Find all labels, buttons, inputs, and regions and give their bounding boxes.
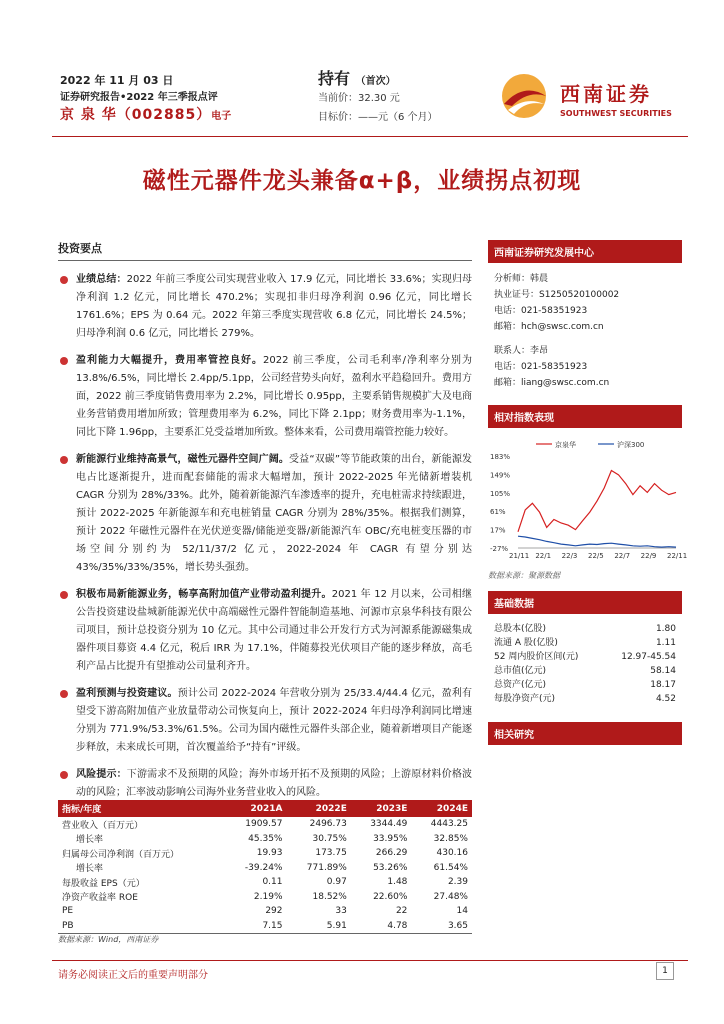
analyst-email[interactable]: 邮箱：hch@swsc.com.cn: [494, 322, 604, 332]
contact-email[interactable]: 邮箱：liang@swsc.com.cn: [494, 378, 610, 388]
point-lead: 新能源行业维持高景气，磁性元器件空间广阔。: [76, 454, 290, 465]
summary-point: [58, 451, 472, 577]
basic-value: 58.14: [650, 666, 676, 676]
sidebar: [488, 240, 688, 753]
basic-data-row: [488, 622, 682, 636]
row-label: 增长率: [76, 835, 104, 846]
point-text: 2022 年前三季度公司实现营业收入 17.9 亿元，同比增长 33.6%；实现归母净利润 1.2 亿元，同比增长 470.2%；实现扣非归母净利润 0.96 亿元，同比增长 1761.6%；EPS 为 0.64 元。2022 年第三季度实现营收 6.8 亿元，同比增长 24.5%；归母净利润 0.6 亿元，同比增长 279%。: [76, 274, 472, 339]
table-cell: 2496.73: [309, 819, 347, 830]
basic-label: 总市值(亿元): [494, 666, 547, 676]
table-cell: 3344.49: [370, 819, 408, 830]
report-type: 证券研究报告•2022 年三季报点评: [60, 92, 218, 103]
logo-english-name: SOUTHWEST SECURITIES: [560, 109, 672, 118]
row-label: PB: [58, 919, 225, 934]
table-cell: 33: [335, 906, 347, 917]
table-cell: 430.16: [436, 848, 468, 859]
research-team-heading: 西南证券研究发展中心: [488, 240, 682, 263]
summary-point: [58, 271, 472, 343]
basic-data-row: [488, 678, 682, 692]
relative-index-chart: [488, 436, 688, 566]
table-cell: 771.89%: [306, 862, 347, 873]
y-tick-label: -27%: [490, 545, 509, 553]
logo-name: 西南证券: [560, 82, 652, 106]
table-header-row: [58, 800, 472, 817]
page-number: 1: [656, 962, 674, 980]
company-name: [60, 104, 231, 124]
summary-point: [58, 586, 472, 676]
table-cell: 53.26%: [373, 862, 408, 873]
table-row: [58, 861, 472, 876]
y-tick-label: 149%: [490, 471, 511, 480]
basic-label: 总股本(亿股): [494, 624, 547, 634]
company-label: 京 泉 华（002885）: [60, 107, 212, 123]
bullet-icon: [60, 591, 68, 599]
rating: [318, 66, 396, 89]
table-cell: 32.85%: [433, 833, 468, 844]
basic-label: 52 周内股价区间(元): [494, 652, 579, 662]
table-cell: 5.91: [287, 919, 351, 934]
basic-value: 18.17: [650, 680, 676, 690]
contact-phone: 电话：021-58351923: [494, 362, 588, 372]
table-cell: 45.35%: [248, 833, 283, 844]
footer-divider: [52, 960, 688, 961]
table-cell: 7.15: [225, 919, 286, 934]
bullet-icon: [60, 456, 68, 464]
y-tick-label: 61%: [490, 508, 506, 517]
table-cell: 0.97: [326, 877, 347, 888]
summary-point: [58, 685, 472, 757]
row-label: 增长率: [76, 864, 104, 875]
point-lead: 风险提示：: [76, 769, 127, 780]
table-cell: 22: [395, 906, 408, 917]
basic-data-table: [488, 622, 682, 706]
table-cell: 0.11: [262, 877, 283, 888]
basic-value: 12.97-45.54: [621, 652, 676, 662]
table-row: [58, 832, 472, 847]
basic-label: 总资产(亿元): [494, 680, 547, 690]
x-tick-label: 21/11: [509, 552, 530, 560]
header-divider: [52, 136, 688, 137]
basic-label: 每股净资产(元): [494, 694, 556, 704]
row-label: 每股收益 EPS（元）: [62, 878, 145, 889]
col-header: 2023E: [351, 800, 412, 817]
row-label: 营业收入（百万元）: [62, 820, 144, 831]
series-line-stock: [518, 471, 676, 532]
table-cell: 266.29: [375, 848, 408, 859]
basic-value: 4.52: [655, 694, 676, 704]
point-text: 下游需求不及预期的风险；海外市场开拓不及预期的风险；上游原材料价格波动的风险；汇率波动影响公司海外业务营业收入的风险。: [76, 769, 473, 798]
table-cell: 18.52%: [312, 891, 347, 902]
legend-label: 京泉华: [555, 441, 576, 449]
table-cell: 1.48: [387, 877, 408, 888]
basic-value: 1.80: [655, 624, 676, 634]
point-text: 受益“双碳”等节能政策的出台，新能源发电占比逐渐提升，进而配套储能的需求大幅增加，预计 2022-2025 年光储新增装机 CAGR 分别为 28%/33%。此外，随着新能源汽车渗透率的提升，充电桩需求持续跟进，预计 2022-2025 年新能源车和充电桩销量 CAGR 分别为 28%/35%。根据我们测算，预计 2022 年磁性元器件在光伏逆变器/储能逆变器/新能源汽车 OBC/充电桩变压器的市场空间分别约为 52/11/37/2 亿元，2022-2024 年 CAGR 有望分别达 43%/35%/33%/35%，增长势头强劲。: [76, 454, 472, 573]
x-tick-label: 22/11: [667, 552, 688, 560]
bullet-icon: [60, 771, 68, 779]
y-tick-label: 17%: [490, 526, 506, 535]
x-tick-label: 22/3: [561, 552, 578, 560]
related-research-heading: 相关研究: [488, 722, 682, 745]
y-tick-label: 183%: [490, 453, 511, 461]
analyst-phone: 电话：021-58351923: [494, 306, 588, 316]
col-header: 2022E: [287, 800, 351, 817]
point-lead: 盈利能力大幅提升，费用率管控良好。: [76, 355, 263, 366]
table-row: [58, 846, 472, 861]
table-row: [58, 875, 472, 890]
point-text: 预计公司 2022-2024 年营收分别为 25/33.4/44.4 亿元，盈利有望受下游高附加值产业放量带动公司恢复向上，预计 2022-2024 年归母净利润同比增速分别为 771.9%/53.3%/61.5%。公司为国内磁性元器件头部企业，随着新增项目产能逐步释放，未来成长可期，首次覆盖给予“持有”评级。: [76, 688, 473, 753]
target-price: 目标价：——元（6 个月）: [318, 112, 438, 123]
basic-data-row: [488, 650, 682, 664]
table-cell: 27.48%: [433, 891, 468, 902]
bullet-icon: [60, 690, 68, 698]
basic-data-row: [488, 664, 682, 678]
table-cell: 19.93: [256, 848, 283, 859]
row-label: 净资产收益率 ROE: [62, 893, 138, 904]
table-cell: 30.75%: [312, 833, 347, 844]
x-tick-label: 22/9: [640, 552, 657, 560]
summary-point: [58, 766, 472, 802]
point-lead: 积极布局新能源业务，畅享高附加值产业带动盈利提升。: [76, 589, 332, 600]
chart-svg: [488, 436, 688, 566]
point-lead: 盈利预测与投资建议。: [76, 688, 178, 699]
current-price: 当前价：32.30 元: [318, 93, 400, 104]
basic-label: 流通 A 股(亿股): [494, 638, 558, 648]
table-cell: 3.65: [411, 919, 472, 934]
point-text: 2021 年 12 月以来，公司相继公告投资建设盐城新能源光伏中高端磁性元器件智能制造基地、河源市京泉华科技有限公司项目，预计总投资分别为 10 亿元。其中公司通过非公开发行方式为河源系能源磁集成器件项目募资 4.4 亿元，税后 IRR 为 17.1%，伴随募投光伏项目产能的逐步释放，高毛利产品占比提升有望推动公司量利齐升。: [76, 589, 473, 672]
basic-data-row: [488, 636, 682, 650]
financial-forecast-table: [58, 800, 472, 934]
point-lead: 业绩总结：: [76, 274, 127, 285]
table-row: [58, 919, 472, 934]
legend-label: 沪深300: [617, 441, 645, 449]
col-header: 指标/年度: [58, 800, 225, 817]
table-cell: 22.60%: [373, 891, 408, 902]
col-header: 2024E: [411, 800, 472, 817]
table-cell: 61.54%: [433, 862, 468, 873]
table-cell: 173.75: [315, 848, 347, 859]
table-source: 数据来源：Wind，西南证券: [58, 935, 159, 944]
table-cell: 33.95%: [373, 833, 408, 844]
contact-name: 联系人：李昂: [494, 346, 549, 356]
report-date: 2022 年 11 月 03 日: [60, 74, 174, 87]
table-cell: -39.24%: [244, 862, 283, 873]
industry-label: 电子: [211, 111, 232, 122]
index-chart-heading: 相对指数表现: [488, 405, 682, 428]
basic-data-heading: 基础数据: [488, 591, 682, 614]
analyst-info: [488, 271, 682, 391]
summary-heading: 投资要点: [58, 240, 472, 261]
summary-point: [58, 352, 472, 442]
analyst-name: 分析师：韩晨: [494, 274, 549, 284]
analyst-license: 执业证号：S1250520100002: [494, 290, 620, 300]
footer-notice: 请务必阅读正文后的重要声明部分: [58, 970, 208, 981]
series-line-index: [518, 536, 676, 547]
rating-note: （首次）: [355, 76, 396, 87]
report-title: 磁性元器件龙头兼备α+β，业绩拐点初现: [142, 168, 582, 194]
bullet-icon: [60, 357, 68, 365]
x-tick-label: 22/1: [535, 552, 552, 560]
basic-value: 1.11: [655, 638, 676, 648]
table-row: [58, 890, 472, 905]
chart-source: 数据来源：聚源数据: [488, 571, 560, 580]
x-tick-label: 22/5: [588, 552, 604, 560]
table-row: [58, 904, 472, 919]
basic-data-row: [488, 692, 682, 706]
table-cell: 4.78: [351, 919, 412, 934]
row-label: PE: [62, 906, 74, 917]
point-text: 2022 前三季度，公司毛利率/净利率分别为 13.8%/6.5%，同比增长 2.4pp/5.1pp，公司经营势头向好，盈利水平趋稳回升。费用方面，2022 前三季度销售费用率为 2.2%，同比增长 0.95pp，主要系销售规模扩大及电商业务营销费用增加所致；管理费用率为 6.2%，同比下降 2.1pp；财务费用率为-1.1%，同比下降 1.96pp，主要系汇兑受益增加所致。整体来看，公司费用端管控能力较好。: [76, 355, 472, 438]
table-cell: 2.19%: [253, 891, 283, 902]
rating-label: 持有: [318, 69, 351, 88]
row-label: 归属母公司净利润（百万元）: [62, 849, 180, 860]
x-tick-label: 22/7: [614, 552, 631, 560]
table-cell: 1909.57: [245, 819, 283, 830]
investment-summary: [58, 240, 472, 811]
table-cell: 14: [456, 906, 468, 917]
table-cell: 4443.25: [430, 819, 468, 830]
bullet-icon: [60, 276, 68, 284]
y-tick-label: 105%: [490, 489, 511, 498]
table-row: [58, 817, 472, 832]
table-cell: 292: [265, 906, 283, 917]
table-cell: 2.39: [447, 877, 468, 888]
col-header: 2021A: [225, 800, 286, 817]
